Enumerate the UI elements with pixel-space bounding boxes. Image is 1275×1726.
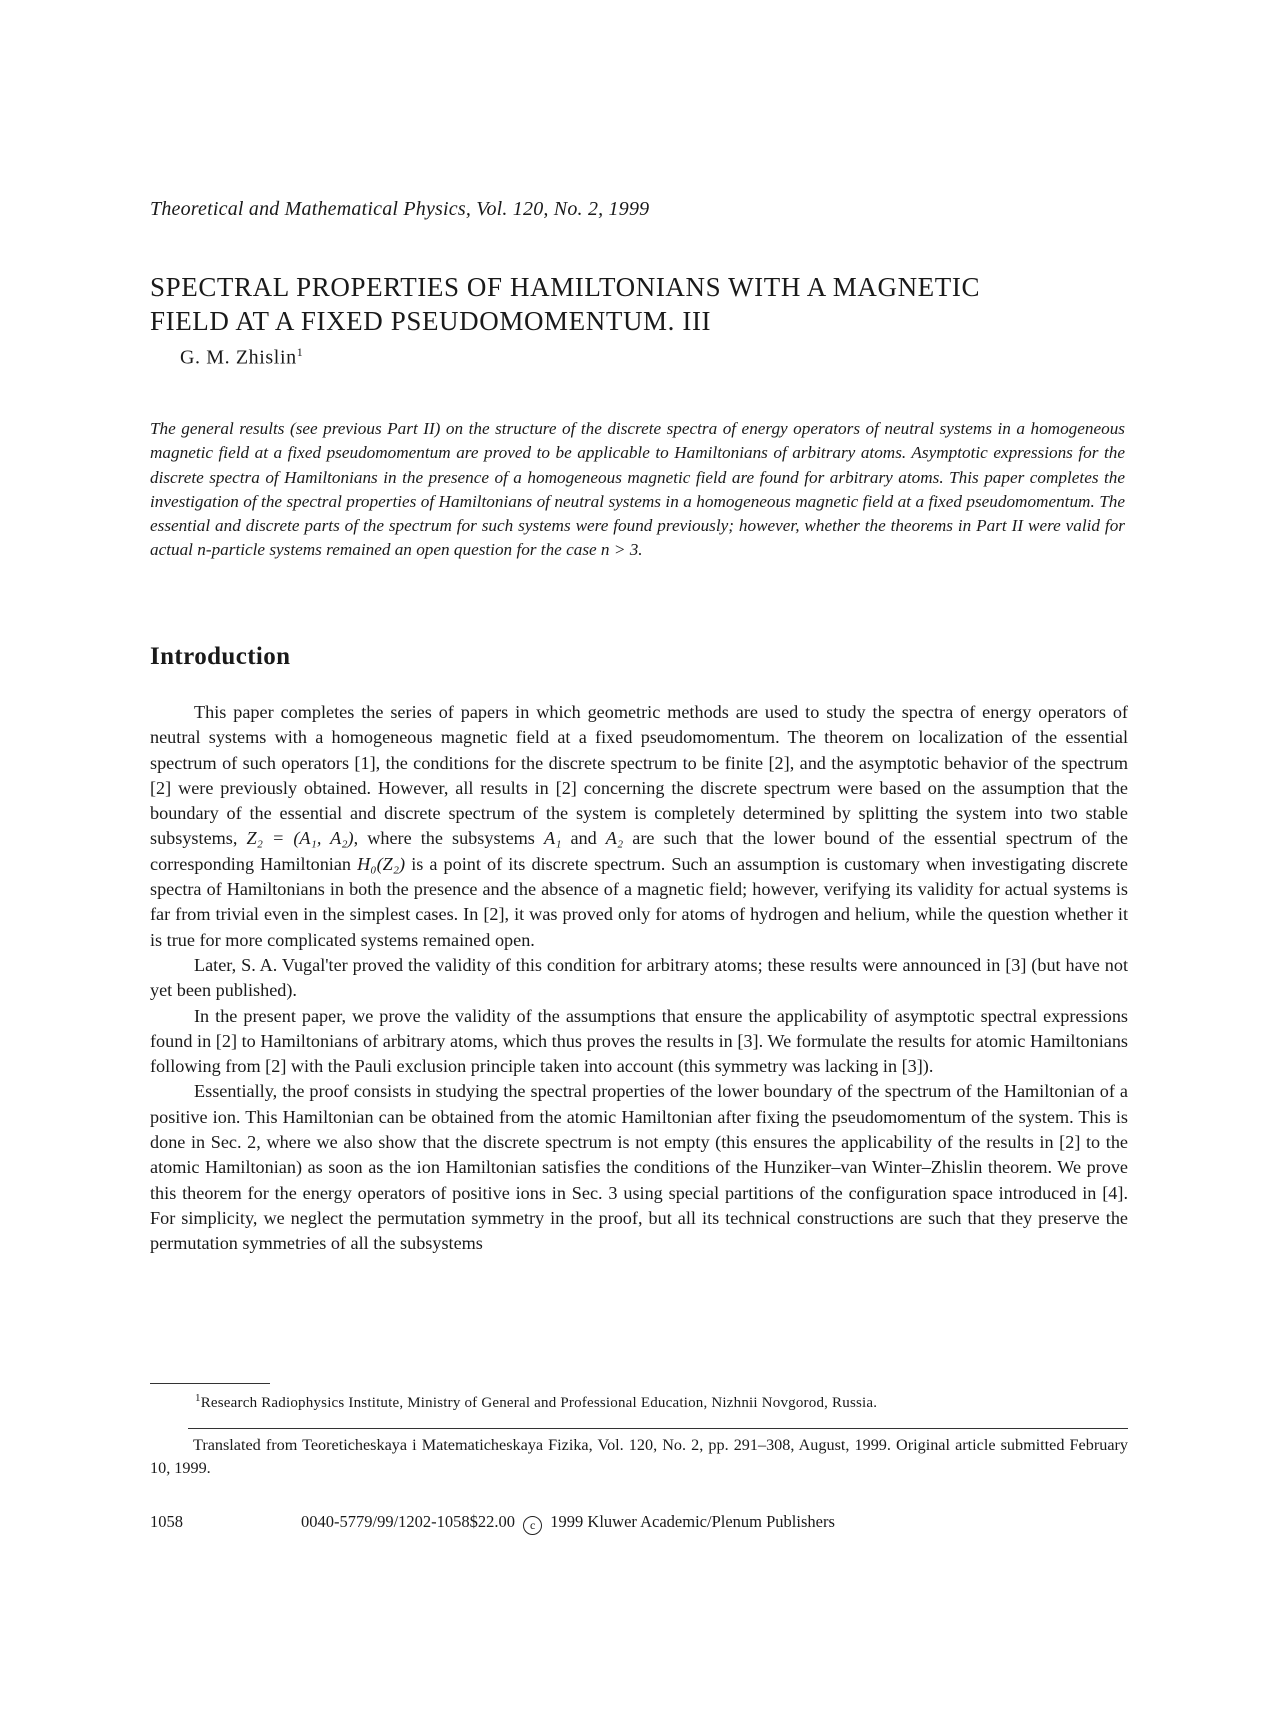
journal-citation: Theoretical and Mathematical Physics, Vol. 120, No. 2, 1999 <box>150 198 650 220</box>
para1-text-d: are such that the lower bound of the essential spectrum of the corresponding Hamiltonian <box>150 828 1128 874</box>
introduction-body <box>150 700 1128 1257</box>
affiliation-footnote <box>195 1392 877 1412</box>
footnote-marker: 1 <box>195 1392 201 1404</box>
issn-price-copyright <box>301 1512 835 1535</box>
translation-divider <box>188 1428 1128 1429</box>
footnote-divider <box>150 1383 270 1384</box>
copyright-icon: c <box>523 1516 542 1535</box>
title-line-1: SPECTRAL PROPERTIES OF HAMILTONIANS WITH A MAGNETIC <box>150 272 981 302</box>
math-z2: Z₂ = (A₁, A₂) <box>246 828 354 849</box>
paragraph-3: In the present paper, we prove the validity of the assumptions that ensure the applicability of asymptotic spectral expressions found in [2] to Hamiltonians of arbitrary atoms, which thus proves the results in [3]. We formulate the results for atomic Hamiltonians following from [2] with the Pauli exclusion principle taken into account (this symmetry was lacking in [3]). <box>150 1005 1128 1077</box>
paper-title <box>150 270 1140 338</box>
math-a2: A₂ <box>605 828 624 849</box>
footnote-text: Research Radiophysics Institute, Ministry of General and Professional Education, Nizhnii Novgorod, Russia. <box>200 1395 878 1411</box>
author-name <box>180 345 303 370</box>
title-line-2: FIELD AT A FIXED PSEUDOMOMENTUM. III <box>150 306 712 336</box>
math-h0: H₀(Z₂) <box>357 853 406 874</box>
author-text: G. M. Zhislin <box>180 346 297 369</box>
author-footnote-marker: 1 <box>296 345 304 359</box>
para1-text-e: is a point of its discrete spectrum. Such an assumption is customary when investigating discrete spectra of Hamiltonians in both the presence and the absence of a magnetic field; however, verifying its validity for actual systems is far from trivial even in the simplest cases. In [2], it was proved only for atoms of hydrogen and helium, while the question whether it is true for more complicated systems remained open. <box>150 853 1129 950</box>
translation-note: Translated from Teoreticheskaya i Matematicheskaya Fizika, Vol. 120, No. 2, pp. 291–308, August, 1999. Original article submitted February 10, 1999. <box>150 1436 1128 1477</box>
page-number: 1058 <box>150 1512 183 1531</box>
abstract: The general results (see previous Part II) on the structure of the discrete spectra of energy operators of neutral systems in a homogeneous magnetic field at a fixed pseudomomentum are proved to be applicable to Hamiltonians of arbitrary atoms. Asymptotic expressions for the discrete spectra of Hamiltonians in the presence of a homogeneous magnetic field are found for arbitrary atoms. This paper completes the investigation of the spectral properties of Hamiltonians of neutral systems in a homogeneous magnetic field at a fixed pseudomomentum. The essential and discrete parts of the spectrum for such systems were found previously; however, whether the theorems in Part II were valid for actual n-particle systems remained an open question for the case n > 3. <box>150 419 1125 560</box>
publisher: 1999 Kluwer Academic/Plenum Publishers <box>550 1512 835 1531</box>
math-a1: A₁ <box>543 828 562 849</box>
para1-text-c: and <box>561 828 606 849</box>
paragraph-4: Essentially, the proof consists in studying the spectral properties of the lower boundary of the spectrum of the Hamiltonian of a positive ion. This Hamiltonian can be obtained from the atomic Hamiltonian after fixing the pseudomomentum of the system. This is done in Sec. 2, where we also show that the discrete spectrum is not empty (this ensures the applicability of the results in [2] to the atomic Hamiltonian) as soon as the ion Hamiltonian satisfies the conditions of the Hunziker–van Winter–Zhislin theorem. We prove this theorem for the energy operators of positive ions in Sec. 3 using special partitions of the configuration space introduced in [4]. For simplicity, we neglect the permutation symmetry in the proof, but all its technical constructions are such that they preserve the permutation symmetries of all the subsystems <box>150 1081 1128 1254</box>
para1-text-b: , where the subsystems <box>353 828 544 849</box>
issn-price: 0040-5779/99/1202-1058$22.00 <box>301 1512 516 1531</box>
section-heading-introduction: Introduction <box>150 643 291 670</box>
paragraph-2: Later, S. A. Vugal'ter proved the validity of this condition for arbitrary atoms; these results were announced in [3] (but have not yet been published). <box>150 954 1128 1001</box>
paragraph-1 <box>150 700 1128 953</box>
para1-text-a: This paper completes the series of papers in which geometric methods are used to study the spectra of energy operators of neutral systems with a homogeneous magnetic field at a fixed pseudomomentum. The theorem on localization of the essential spectrum of such operators [1], the conditions for the discrete spectrum to be finite [2], and the asymptotic behavior of the spectrum [2] were previously obtained. However, all results in [2] concerning the discrete spectrum were based on the assumption that the boundary of the essential and discrete spectrum of the system is completely determined by splitting the system into two stable subsystems, <box>150 702 1128 849</box>
